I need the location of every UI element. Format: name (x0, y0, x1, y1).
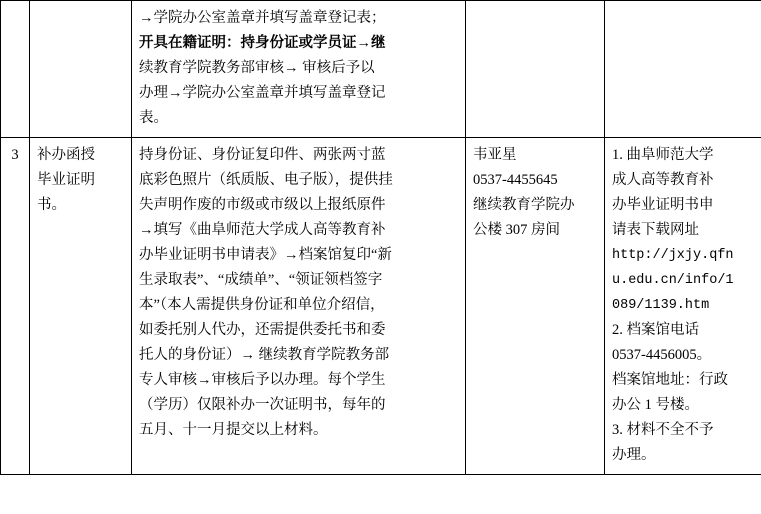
item-line: 毕业证明 (37, 172, 95, 188)
note-line: 2. 档案馆电话 (612, 322, 699, 338)
desc-line: →填写《曲阜师范大学成人高等教育补 (139, 222, 386, 238)
row-item-cell (30, 1, 132, 138)
desc-line: 持身份证、身份证复印件、两张两寸蓝 (139, 147, 386, 163)
note-line: 办毕业证明书申 (612, 197, 714, 213)
contact-line: 公楼 307 房间 (473, 222, 560, 238)
desc-line: →学院办公室盖章并填写盖章登记表； (139, 10, 386, 26)
desc-line: 续教育学院教务部审核→ 审核后予以 (139, 60, 375, 76)
desc-line-bold: 开具在籍证明：持身份证或学员证→继 (139, 35, 386, 51)
note-line: 办公 1 号楼。 (612, 397, 699, 413)
note-line: 办理。 (612, 447, 656, 463)
desc-line: 专人审核→审核后予以办理。每个学生 (139, 372, 386, 388)
row-desc-cell (132, 1, 466, 138)
row-index-cell: 3 (1, 138, 30, 475)
table-row (1, 1, 761, 138)
desc-line: 本”（本人需提供身份证和单位介绍信， (139, 297, 385, 313)
note-url-line: 089/1139.htm (612, 298, 710, 313)
row-item-cell (30, 138, 132, 475)
note-line: 档案馆地址：行政 (612, 372, 728, 388)
note-url-line: u.edu.cn/info/1 (612, 273, 734, 288)
item-line: 书。 (37, 197, 66, 213)
desc-line: 如委托别人代办，还需提供委托书和委 (139, 322, 386, 338)
desc-line: 底彩色照片（纸质版、电子版），提供挂 (139, 172, 393, 188)
desc-line: 办理→学院办公室盖章并填写盖章登记 (139, 85, 386, 101)
desc-line: 生录取表”、“成绩单”、“领证领档签字 (139, 272, 383, 288)
row-note-cell (605, 138, 761, 475)
desc-line: 五月、十一月提交以上材料。 (139, 422, 328, 438)
desc-line: 托人的身份证）→ 继续教育学院教务部 (139, 347, 390, 363)
contact-line: 韦亚星 (473, 147, 517, 163)
row-contact-cell (466, 1, 605, 138)
desc-line: 办毕业证明书申请表》→档案馆复印“新 (139, 247, 392, 263)
desc-line: （学历）仅限补办一次证明书，每年的 (139, 397, 386, 413)
note-line: 1. 曲阜师范大学 (612, 147, 714, 163)
row-index-cell (1, 1, 30, 138)
row-note-cell (605, 1, 761, 138)
note-line: 3. 材料不全不予 (612, 422, 714, 438)
note-line: 成人高等教育补 (612, 172, 714, 188)
note-url-line: http://jxjy.qfn (612, 248, 734, 263)
contact-line: 继续教育学院办 (473, 197, 575, 213)
note-line: 请表下载网址 (612, 222, 699, 238)
table-row (1, 138, 761, 475)
note-line: 0537-4456005。 (612, 347, 712, 363)
item-line: 补办函授 (37, 147, 95, 163)
desc-line: 失声明作废的市级或市级以上报纸原件 (139, 197, 386, 213)
row-desc-cell (132, 138, 466, 475)
desc-line: 表。 (139, 110, 168, 126)
row-contact-cell (466, 138, 605, 475)
contact-line: 0537-4455645 (473, 172, 558, 188)
